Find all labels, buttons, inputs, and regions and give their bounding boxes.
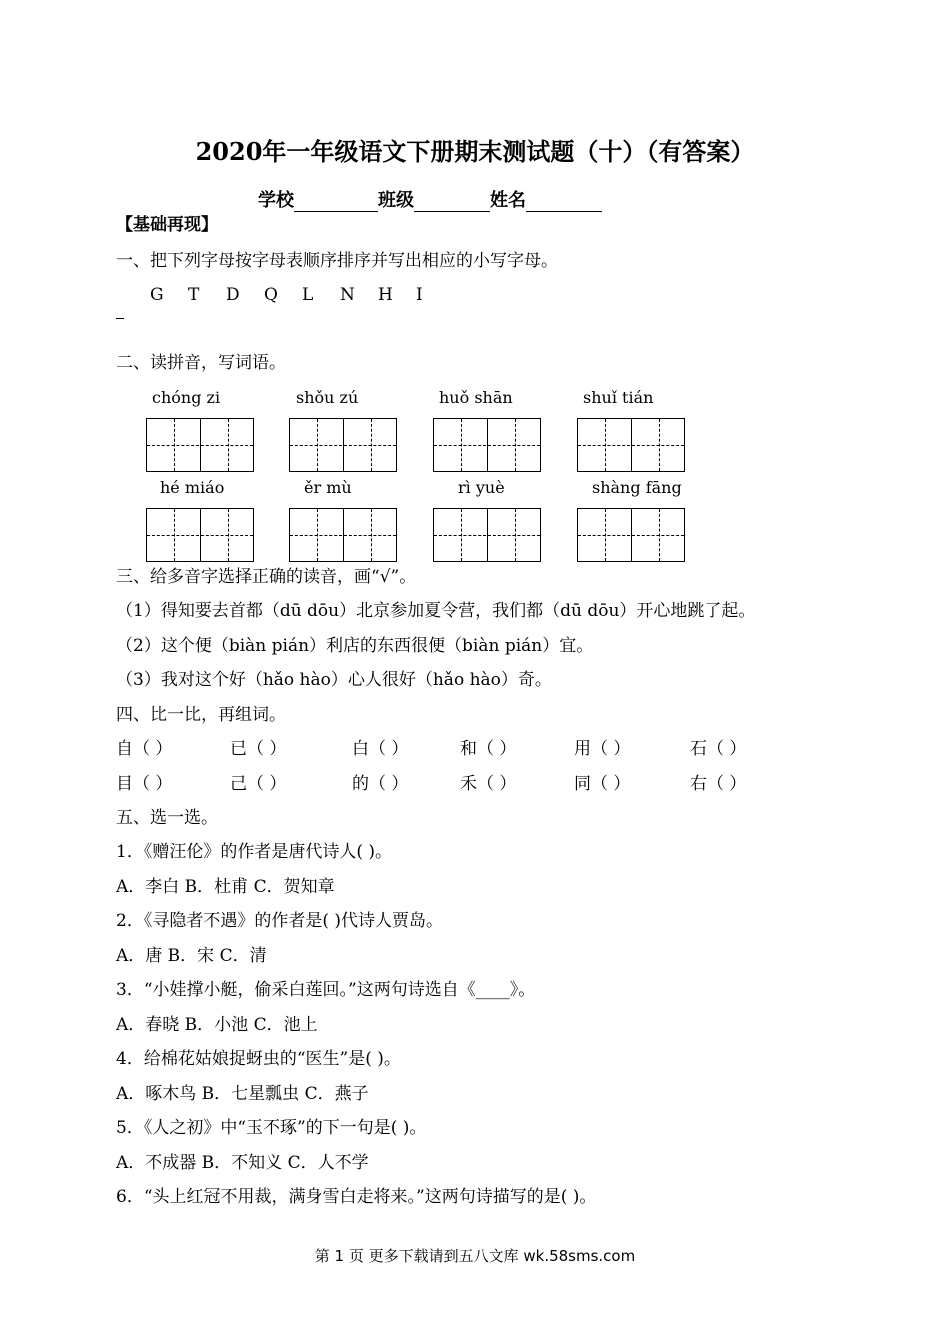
letter: N — [340, 285, 355, 305]
q5-line: A．啄木鸟 B．七星瓢虫 C．燕子 — [116, 1084, 369, 1104]
compare-item: 已（ ） — [230, 739, 287, 759]
pinyin: shǒu zú — [296, 388, 359, 407]
pinyin: hé miáo — [160, 478, 225, 497]
letter: Q — [264, 285, 278, 305]
q4-row — [116, 738, 790, 760]
tianzige-box — [289, 418, 397, 472]
q5-line: A．唐 B．宋 C．清 — [116, 946, 267, 966]
letter: I — [416, 285, 423, 305]
q3-instruction: 三、给多音字选择正确的读音，画“√”。 — [116, 567, 417, 587]
q5-line: 6．“头上红冠不用裁，满身雪白走将来。”这两句诗描写的是( )。 — [116, 1187, 597, 1207]
compare-item: 用（ ） — [574, 739, 631, 759]
pinyin: shuǐ tián — [583, 388, 654, 407]
student-info-line — [258, 186, 602, 212]
pinyin: huǒ shān — [439, 388, 513, 407]
q5-line: A．春晓 B．小池 C．池上 — [116, 1015, 318, 1035]
q5-line: 2．《寻隐者不遇》的作者是( )代诗人贾岛。 — [116, 911, 443, 931]
pinyin: shàng fāng — [592, 478, 682, 497]
pinyin: ěr mù — [304, 478, 352, 497]
compare-item: 自（ ） — [116, 739, 173, 759]
school-blank — [294, 193, 378, 212]
letter: G — [150, 285, 164, 305]
q3-item: （2）这个便（biàn pián）利店的东西很便（biàn pián）宜。 — [116, 636, 594, 656]
compare-item: 石（ ） — [690, 739, 747, 759]
name-blank — [526, 193, 602, 212]
page-footer: 第 1 页 更多下载请到五八文库 wk.58sms.com — [314, 1247, 636, 1265]
school-label: 学校 — [258, 190, 294, 211]
name-label: 姓名 — [490, 190, 526, 211]
tianzige-box — [433, 508, 541, 562]
compare-item: 禾（ ） — [460, 774, 517, 794]
q1-letters — [150, 284, 454, 306]
compare-item: 和（ ） — [460, 739, 517, 759]
tianzige-box — [433, 418, 541, 472]
letter: H — [378, 285, 393, 305]
q4-instruction: 四、比一比，再组词。 — [116, 705, 286, 725]
section-header: 【基础再现】 — [116, 215, 218, 235]
answer-line — [116, 318, 124, 319]
q5-line: 1．《赠汪伦》的作者是唐代诗人( )。 — [116, 842, 392, 862]
tianzige-box — [146, 508, 254, 562]
letter: D — [226, 285, 240, 305]
compare-item: 右（ ） — [690, 774, 747, 794]
compare-item: 白（ ） — [352, 739, 409, 759]
tianzige-box — [289, 508, 397, 562]
q5-line: 4．给棉花姑娘捉蚜虫的“医生”是( )。 — [116, 1049, 401, 1069]
compare-item: 目（ ） — [116, 774, 173, 794]
q2-instruction: 二、读拼音，写词语。 — [116, 353, 286, 373]
compare-item: 同（ ） — [574, 774, 631, 794]
letter: T — [188, 285, 200, 305]
q3-item: （1）得知要去首都（dū dōu）北京参加夏令营，我们都（dū dōu）开心地跳了起。 — [116, 601, 756, 621]
page-title: 2020年一年级语文下册期末测试题（十）（有答案） — [195, 137, 755, 166]
class-label: 班级 — [378, 190, 414, 211]
q5-line: A．李白 B．杜甫 C．贺知章 — [116, 877, 335, 897]
letter: L — [302, 285, 314, 305]
compare-item: 己（ ） — [230, 774, 287, 794]
pinyin: chóng zi — [152, 388, 221, 407]
compare-item: 的（ ） — [352, 774, 409, 794]
q5-line: 3．“小娃撑小艇，偷采白莲回。”这两句诗选自《____》。 — [116, 980, 536, 1000]
tianzige-box — [577, 418, 685, 472]
q5-instruction: 五、选一选。 — [116, 808, 218, 828]
q5-line: 5．《人之初》中“玉不琢”的下一句是( )。 — [116, 1118, 427, 1138]
class-blank — [414, 193, 490, 212]
tianzige-box — [577, 508, 685, 562]
tianzige-box — [146, 418, 254, 472]
pinyin: rì yuè — [458, 478, 505, 497]
q4-row — [116, 773, 790, 795]
q5-line: A．不成器 B．不知义 C．人不学 — [116, 1153, 369, 1173]
q1-instruction: 一、把下列字母按字母表顺序排序并写出相应的小写字母。 — [116, 251, 558, 271]
q3-item: （3）我对这个好（hǎo hào）心人很好（hǎo hào）奇。 — [116, 670, 552, 690]
